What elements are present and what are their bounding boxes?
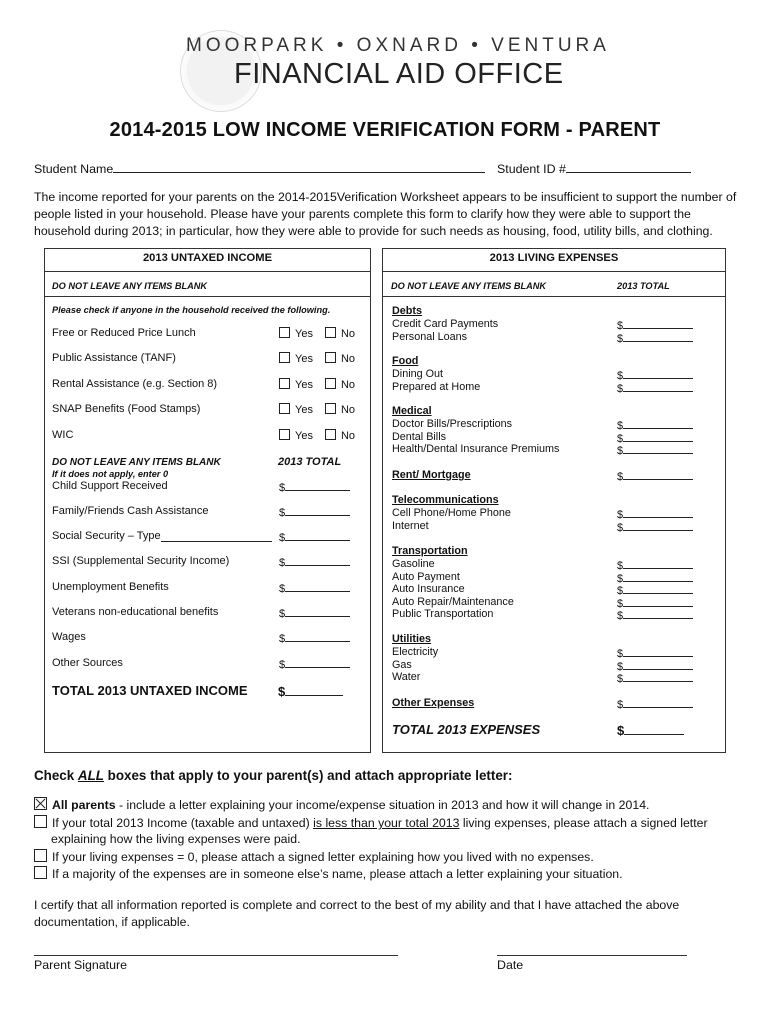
living-total-label: TOTAL 2013 EXPENSES — [392, 722, 541, 737]
dollar-sign: $ — [279, 608, 286, 620]
other-amount-field[interactable] — [617, 697, 693, 711]
living-total-field[interactable] — [617, 722, 684, 738]
no-label: No — [340, 353, 356, 365]
dollar-sign: $ — [617, 521, 624, 534]
student-id-field[interactable] — [566, 160, 691, 173]
income-less-text-underline: is less than your total 2013 — [313, 816, 460, 830]
all-parents-text: - include a letter explaining your income/expense situation in 2013 and how it will change in 2014. — [115, 798, 650, 812]
medical-category-label: Medical — [392, 405, 432, 417]
amount-line — [623, 431, 693, 442]
dollar-sign: $ — [617, 445, 624, 458]
debts-category-label: Debts — [392, 305, 422, 317]
utilities-item-label: Electricity — [392, 646, 439, 658]
social-security-type-field[interactable] — [161, 541, 272, 542]
rent-category-label: Rent/ Mortgage — [392, 469, 471, 481]
living-total-dollar: $ — [617, 723, 625, 738]
dollar-sign: $ — [279, 659, 286, 671]
amount-line — [623, 697, 693, 708]
yesno-item-label: SNAP Benefits (Food Stamps) — [52, 403, 201, 415]
dollar-sign: $ — [279, 507, 286, 519]
student-name-label: Student Name — [34, 162, 114, 176]
amount-line — [623, 443, 693, 454]
living-divider — [383, 271, 725, 272]
dollar-sign: $ — [617, 699, 624, 711]
debts-item-label: Personal Loans — [392, 330, 468, 343]
dollar-sign: $ — [617, 660, 624, 673]
food-item-label: Dining Out — [392, 368, 444, 380]
all-parents-checkbox[interactable] — [34, 797, 47, 810]
medical-amount-field[interactable] — [617, 443, 693, 458]
dollar-sign: $ — [617, 471, 624, 483]
amount-line — [623, 596, 693, 607]
untaxed-do-not-leave: DO NOT LEAVE ANY ITEMS BLANK — [52, 281, 208, 291]
untaxed-divider-2 — [44, 296, 371, 297]
yes-checkbox[interactable] — [279, 429, 290, 440]
yesno-item-label: Public Assistance (TANF) — [52, 352, 176, 364]
other-category-label: Other Expenses — [392, 697, 475, 709]
amount-line — [623, 318, 693, 329]
check-item-others-name — [34, 866, 623, 881]
all-parents-label: All parents — [52, 798, 116, 812]
amount-item-label: Unemployment Benefits — [52, 581, 169, 593]
debts-amount-field[interactable] — [617, 331, 693, 346]
yesno-item-label: Free or Reduced Price Lunch — [52, 327, 196, 339]
others-name-text: If a majority of the expenses are in someone else’s name, please attach a letter explaining your situation. — [52, 867, 623, 881]
dollar-sign: $ — [617, 597, 624, 610]
check-head-post: boxes that apply to your parent(s) and attach appropriate letter: — [103, 768, 513, 783]
intro-paragraph: The income reported for your parents on the 2014-2015Verification Worksheet appears to be insufficient to support the number of people listed in your household. Please have your parents complete this form to clarify how they were able to support the household during 2013; in particular, how they were able to provide for such needs as housing, food, utility bills, and clothing. — [34, 190, 737, 238]
dollar-sign: $ — [279, 532, 286, 544]
medical-item-label: Doctor Bills/Prescriptions — [392, 418, 512, 430]
zero-expenses-checkbox[interactable] — [34, 849, 47, 862]
income-less-checkbox[interactable] — [34, 815, 47, 828]
amount-item-label: Social Security – Type — [52, 530, 161, 542]
telecom-item-label: Cell Phone/Home Phone — [392, 507, 511, 519]
amount-field[interactable] — [279, 555, 350, 569]
amount-line — [623, 558, 693, 569]
amount-line — [285, 631, 350, 642]
amount-line — [623, 646, 693, 657]
medical-item-label: Health/Dental Insurance Premiums — [392, 443, 560, 456]
zero-expenses-text: If your living expenses = 0, please attach a signed letter explaining how you lived with no expenses. — [52, 850, 594, 864]
medical-item-label: Dental Bills — [392, 430, 447, 443]
dollar-sign: $ — [279, 482, 286, 494]
untaxed-total-col: 2013 TOTAL — [278, 456, 342, 468]
amount-item-label: Family/Friends Cash Assistance — [52, 505, 209, 517]
amount-item-label: SSI (Supplemental Security Income) — [52, 555, 230, 567]
untaxed-divider — [45, 271, 370, 272]
dollar-sign: $ — [617, 560, 624, 572]
amount-item-label: Other Sources — [52, 657, 123, 669]
yesno-item-label: WIC — [52, 429, 74, 441]
dollar-sign: $ — [617, 572, 624, 585]
untaxed-heading: 2013 UNTAXED INCOME — [142, 252, 273, 264]
dollar-sign: $ — [617, 382, 624, 395]
amount-line — [285, 530, 350, 541]
check-item-income-less — [34, 815, 708, 830]
check-heading — [34, 768, 512, 783]
parent-signature-line[interactable] — [34, 955, 398, 956]
utilities-amount-field[interactable] — [617, 671, 693, 686]
dollar-sign: $ — [279, 557, 286, 569]
college-cities: MOORPARK • OXNARD • VENTURA — [186, 35, 610, 56]
amount-line — [623, 331, 693, 342]
no-checkbox[interactable] — [325, 403, 336, 414]
dollar-sign: $ — [617, 585, 624, 598]
amount-line — [285, 657, 350, 668]
amount-line — [623, 608, 693, 619]
amount-item-label: Veterans non-educational benefits — [52, 606, 219, 618]
transport-item-label: Auto Insurance — [392, 583, 465, 596]
amount-field[interactable] — [279, 581, 350, 595]
yes-label: Yes — [295, 379, 313, 391]
student-id-label: Student ID # — [497, 162, 566, 176]
amount-line — [623, 507, 693, 518]
amount-field[interactable] — [279, 606, 350, 620]
transport-item-label: Auto Payment — [392, 570, 460, 583]
student-name-field[interactable] — [113, 160, 485, 173]
food-item-label: Prepared at Home — [392, 380, 481, 393]
dollar-sign: $ — [617, 320, 624, 332]
amount-field[interactable] — [279, 530, 350, 544]
living-do-not-leave: DO NOT LEAVE ANY ITEMS BLANK — [391, 281, 547, 291]
amount-line — [623, 418, 693, 429]
amount-line — [623, 571, 693, 582]
amount-line — [285, 606, 350, 617]
no-label: No — [340, 379, 356, 391]
untaxed-income-box — [44, 248, 371, 753]
telecom-amount-field[interactable] — [617, 520, 693, 535]
amount-item-label: Wages — [52, 631, 86, 643]
amount-line — [623, 469, 693, 480]
amount-line — [623, 583, 693, 594]
check-head-pre: Check — [34, 768, 78, 783]
amount-field[interactable] — [279, 631, 350, 645]
transport-item-label: Public Transportation — [392, 608, 494, 621]
yes-label: Yes — [295, 404, 313, 416]
amount-line — [623, 368, 693, 379]
dollar-sign: $ — [617, 509, 624, 521]
untaxed-do-not-leave-2: DO NOT LEAVE ANY ITEMS BLANK — [52, 457, 221, 468]
untaxed-if-not-apply: If it does not apply, enter 0 — [52, 469, 169, 479]
yesno-choices — [279, 403, 355, 416]
food-amount-field[interactable] — [617, 381, 693, 396]
utilities-item-label: Water — [392, 671, 421, 684]
yes-label: Yes — [295, 353, 313, 365]
income-less-text-pre: If your total 2013 Income (taxable and untaxed) — [52, 816, 314, 830]
dollar-sign: $ — [279, 633, 286, 645]
amount-field[interactable] — [279, 480, 350, 494]
others-name-checkbox[interactable] — [34, 866, 47, 879]
transport-item-label: Gasoline — [392, 558, 435, 570]
form-title: 2014-2015 LOW INCOME VERIFICATION FORM - PARENT — [109, 119, 661, 141]
living-heading: 2013 LIVING EXPENSES — [489, 252, 619, 264]
amount-field[interactable] — [279, 505, 350, 519]
dollar-sign: $ — [617, 648, 624, 660]
amount-line — [285, 505, 350, 516]
date-line[interactable] — [497, 955, 687, 956]
yes-label: Yes — [295, 328, 313, 340]
living-divider-2 — [382, 296, 726, 297]
yes-checkbox[interactable] — [279, 378, 290, 389]
yesno-choices — [279, 327, 355, 340]
amount-line — [623, 659, 693, 670]
amount-line — [623, 520, 693, 531]
amount-item-label: Child Support Received — [52, 480, 168, 492]
check-item-zero-expenses — [34, 849, 594, 864]
no-checkbox[interactable] — [325, 429, 336, 440]
transport-amount-field[interactable] — [617, 608, 693, 623]
dollar-sign: $ — [617, 673, 624, 686]
telecom-item-label: Internet — [392, 519, 429, 532]
utilities-category-label: Utilities — [392, 633, 431, 645]
check-item-all-parents — [34, 797, 649, 812]
food-category-label: Food — [392, 355, 419, 367]
amount-line — [623, 381, 693, 392]
no-checkbox[interactable] — [325, 378, 336, 389]
yes-label: Yes — [295, 430, 313, 442]
student-name-row — [34, 160, 485, 176]
certify-statement: I certify that all information reported is complete and correct to the best of my ability and that I have attached the above documentation, if applicable. — [34, 898, 680, 929]
yes-checkbox[interactable] — [279, 352, 290, 363]
no-label: No — [340, 328, 356, 340]
check-head-all: ALL — [77, 768, 104, 783]
untaxed-total-field[interactable] — [278, 683, 343, 699]
no-checkbox[interactable] — [325, 352, 336, 363]
income-less-text-post: living expenses, please attach a signed letter — [459, 816, 708, 830]
dollar-sign: $ — [617, 420, 624, 432]
rent-amount-field[interactable] — [617, 469, 693, 483]
no-label: No — [340, 404, 356, 416]
amount-line — [285, 555, 350, 566]
income-less-continuation: explaining how the living expenses were paid. — [51, 832, 301, 846]
yesno-item-label: Rental Assistance (e.g. Section 8) — [52, 378, 218, 390]
yesno-choices — [279, 429, 355, 442]
dollar-sign: $ — [617, 610, 624, 623]
transport-category-label: Transportation — [392, 545, 468, 557]
dollar-sign: $ — [617, 370, 624, 382]
no-label: No — [340, 430, 356, 442]
untaxed-total-dollar: $ — [278, 684, 286, 699]
student-id-row — [497, 160, 691, 176]
amount-line — [285, 480, 350, 491]
amount-line — [623, 671, 693, 682]
dollar-sign: $ — [279, 583, 286, 595]
yesno-choices — [279, 352, 355, 365]
dollar-sign: $ — [617, 432, 624, 445]
dollar-sign: $ — [617, 332, 624, 345]
debts-item-label: Credit Card Payments — [392, 318, 499, 330]
amount-field[interactable] — [279, 657, 350, 671]
amount-line — [285, 581, 350, 592]
yes-checkbox[interactable] — [279, 403, 290, 414]
utilities-item-label: Gas — [392, 658, 412, 671]
date-label: Date — [497, 958, 524, 972]
yes-checkbox[interactable] — [279, 327, 290, 338]
untaxed-total-label: TOTAL 2013 UNTAXED INCOME — [52, 683, 248, 698]
untaxed-please-check: Please check if anyone in the household received the following. — [52, 305, 331, 315]
parent-signature-label: Parent Signature — [34, 958, 127, 972]
living-total-col: 2013 TOTAL — [617, 281, 670, 291]
yesno-choices — [279, 378, 355, 391]
transport-item-label: Auto Repair/Maintenance — [392, 595, 514, 608]
telecom-category-label: Telecommunications — [392, 494, 499, 506]
office-name: FINANCIAL AID OFFICE — [234, 58, 564, 90]
no-checkbox[interactable] — [325, 327, 336, 338]
